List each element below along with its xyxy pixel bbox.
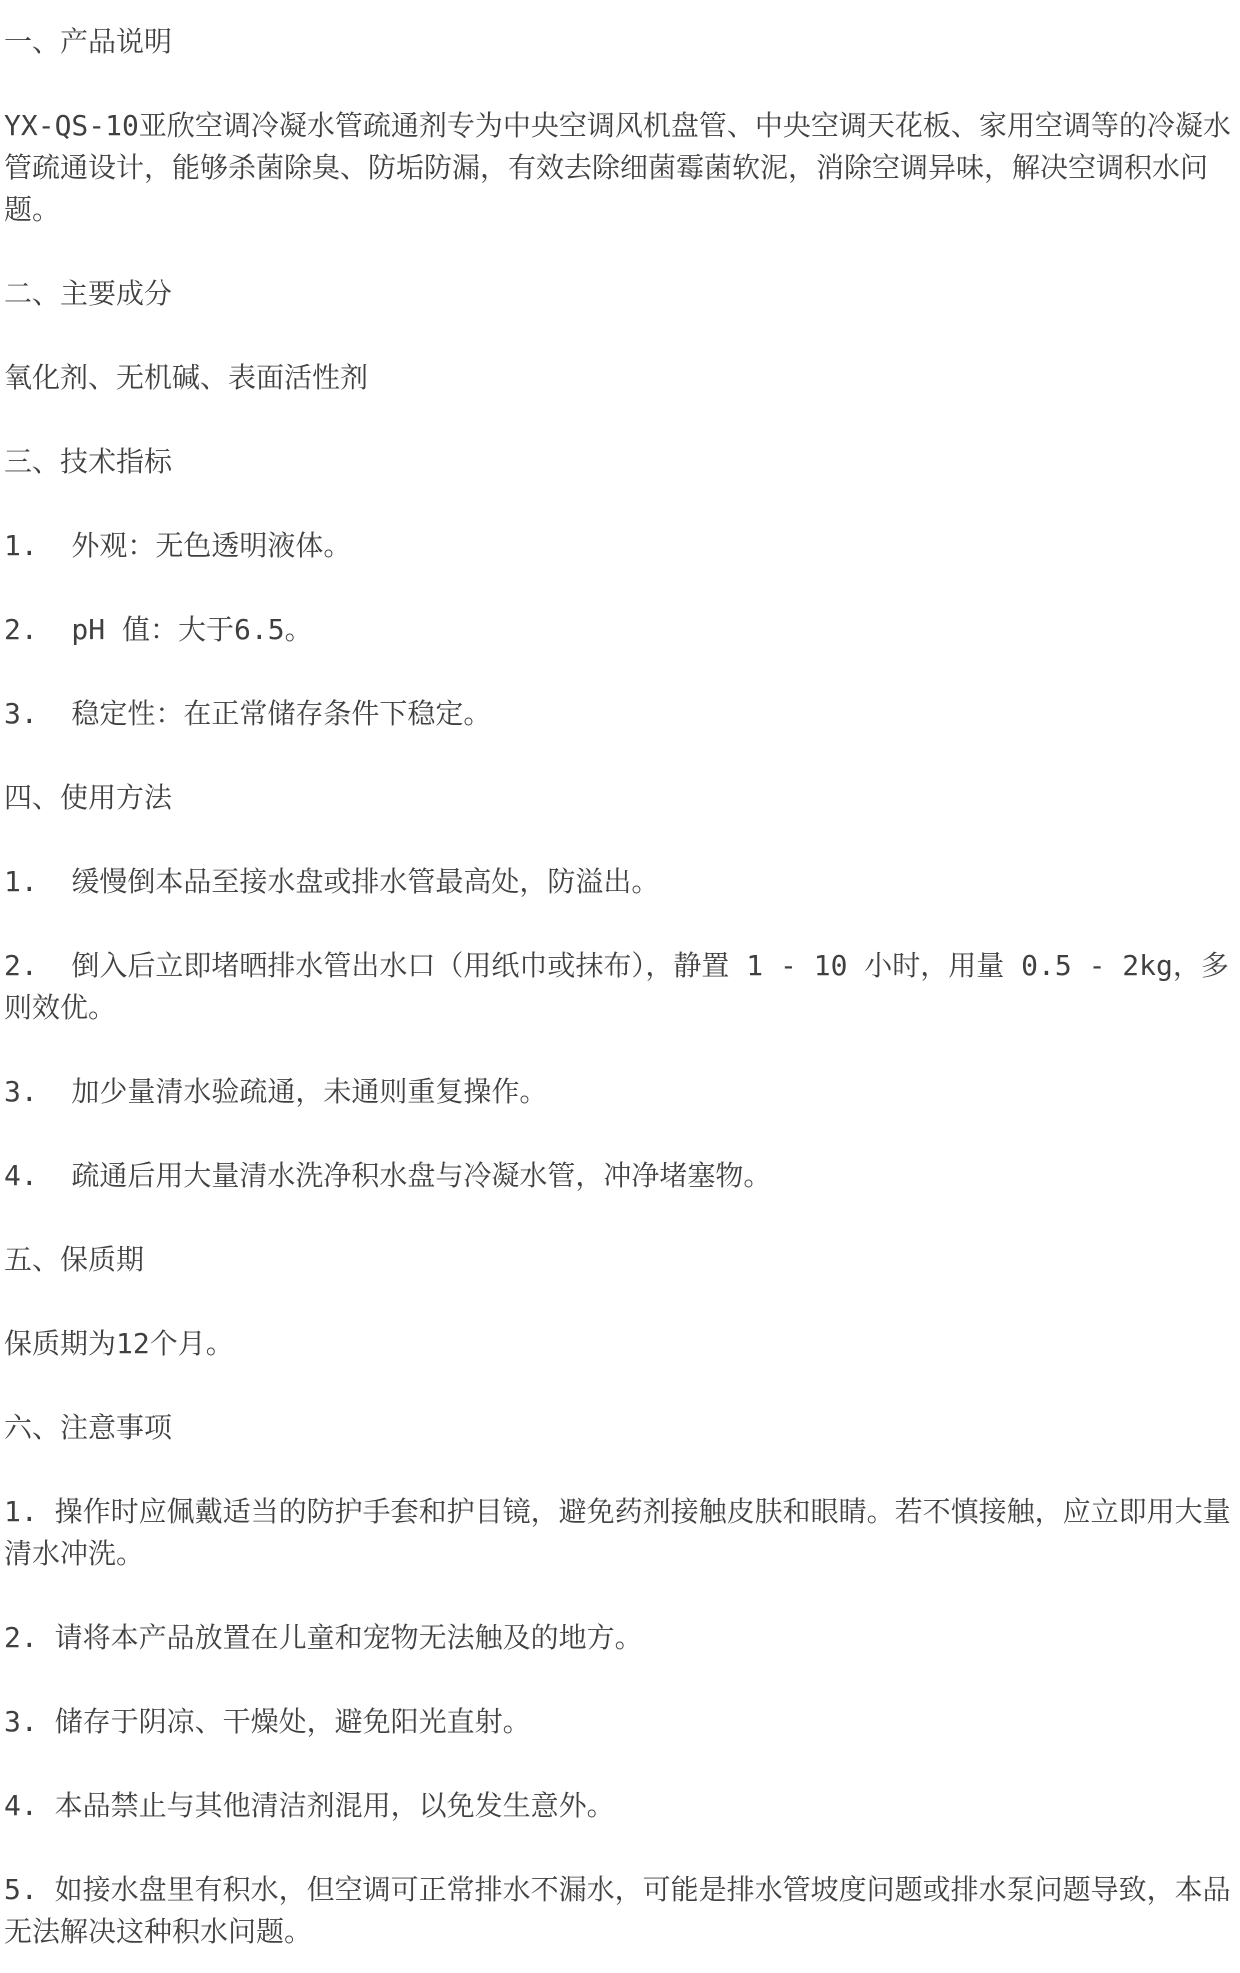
section-precautions — [4, 1407, 1236, 1953]
section-heading-usage-method: 四、使用方法 — [4, 781, 173, 814]
section-shelf-life — [4, 1239, 1236, 1365]
list-item-precaution-5: 5. 如接水盘里有积水，但空调可正常排水不漏水，可能是排水管坡度问题或排水泵问题导致，本品无法解决这种积水问题。 — [4, 1873, 1231, 1948]
list-item-usage-3: 3. 加少量清水验疏通，未通则重复操作。 — [4, 1075, 548, 1108]
section-technical-specs — [4, 441, 1236, 735]
paragraph-shelf-life: 保质期为12个月。 — [4, 1327, 234, 1360]
paragraph-main-ingredients: 氧化剂、无机碱、表面活性剂 — [4, 361, 369, 394]
list-item-spec-stability: 3. 稳定性：在正常储存条件下稳定。 — [4, 697, 492, 730]
list-item-spec-appearance: 1. 外观：无色透明液体。 — [4, 529, 352, 562]
section-heading-precautions: 六、注意事项 — [4, 1411, 173, 1444]
section-heading-main-ingredients: 二、主要成分 — [4, 277, 173, 310]
paragraph-product-description: YX-QS-10亚欣空调冷凝水管疏通剂专为中央空调风机盘管、中央空调天花板、家用空调等的冷凝水管疏通设计，能够杀菌除臭、防垢防漏，有效去除细菌霉菌软泥，消除空调异味，解决空调积水问题。 — [4, 109, 1231, 226]
section-heading-technical-specs: 三、技术指标 — [4, 445, 173, 478]
list-item-spec-ph: 2. pH 值：大于6.5。 — [4, 613, 313, 646]
list-item-precaution-3: 3. 储存于阴凉、干燥处，避免阳光直射。 — [4, 1705, 531, 1738]
section-product-description — [4, 21, 1236, 231]
list-item-precaution-1: 1. 操作时应佩戴适当的防护手套和护目镜，避免药剂接触皮肤和眼睛。若不慎接触，应立即用大量清水冲洗。 — [4, 1495, 1231, 1570]
section-heading-product-description: 一、产品说明 — [4, 25, 173, 58]
list-item-usage-1: 1. 缓慢倒本品至接水盘或排水管最高处，防溢出。 — [4, 865, 660, 898]
section-heading-shelf-life: 五、保质期 — [4, 1243, 145, 1276]
list-item-precaution-4: 4. 本品禁止与其他清洁剂混用，以免发生意外。 — [4, 1789, 615, 1822]
list-item-usage-2: 2. 倒入后立即堵晒排水管出水口（用纸巾或抹布），静置 1 - 10 小时，用量 0.5 - 2kg，多则效优。 — [4, 949, 1229, 1024]
list-item-usage-4: 4. 疏通后用大量清水洗净积水盘与冷凝水管，冲净堵塞物。 — [4, 1159, 772, 1192]
section-main-ingredients — [4, 273, 1236, 399]
section-usage-method — [4, 777, 1236, 1197]
list-item-precaution-2: 2. 请将本产品放置在儿童和宠物无法触及的地方。 — [4, 1621, 643, 1654]
